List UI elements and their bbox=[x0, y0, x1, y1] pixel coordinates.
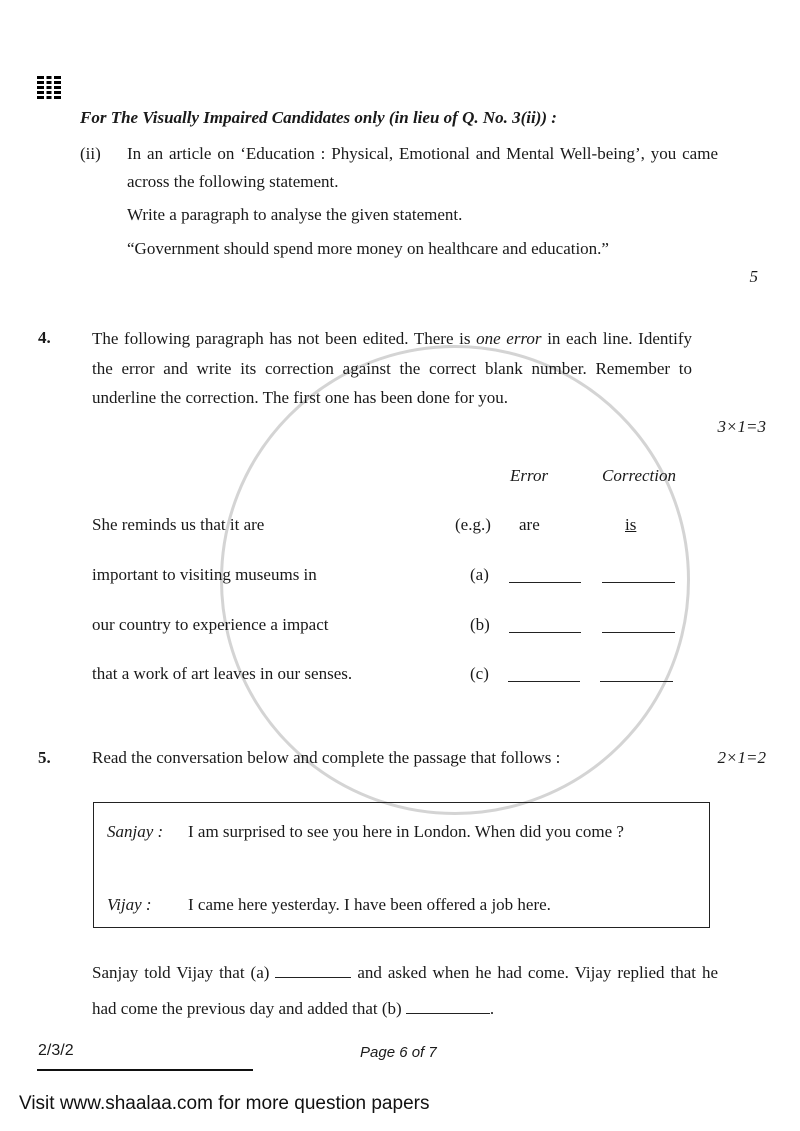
row-sentence: our country to experience a impact bbox=[92, 615, 329, 634]
q3ii-number: (ii) bbox=[80, 144, 101, 163]
col-correction: Correction bbox=[602, 466, 676, 485]
correction-blank-c[interactable] bbox=[600, 667, 673, 682]
passage-part: Sanjay told Vijay that (a) bbox=[92, 963, 276, 982]
error-blank-c[interactable] bbox=[508, 667, 580, 682]
q4-text-b: in each line. Identify the error and write its correction against the correct blank number. Remember to underline the correction. The first one has been done for you. bbox=[92, 329, 692, 408]
col-error: Error bbox=[510, 466, 549, 485]
row-error: are bbox=[519, 515, 540, 534]
line-vijay: I came here yesterday. I have been offered a job here. bbox=[188, 895, 551, 914]
correction-blank-b[interactable] bbox=[602, 618, 675, 633]
passage-blank-a[interactable] bbox=[275, 963, 351, 978]
passage-part: and asked when he had come. Vijay replied that he had come the previous day and added that (b) bbox=[92, 963, 718, 1018]
row-label: (e.g.) bbox=[455, 515, 491, 534]
row-sentence: important to visiting museums in bbox=[92, 565, 317, 584]
q3ii-instruction: Write a paragraph to analyse the given statement. bbox=[127, 205, 463, 224]
row-sentence: She reminds us that it are bbox=[92, 515, 265, 534]
footer-rule bbox=[37, 1069, 253, 1071]
visit-link[interactable]: Visit www.shaalaa.com for more question papers bbox=[19, 1093, 430, 1114]
qr-code-icon bbox=[37, 75, 61, 99]
q3ii-marks: 5 bbox=[749, 267, 758, 286]
error-blank-b[interactable] bbox=[509, 618, 581, 633]
passage-blank-b[interactable] bbox=[406, 999, 490, 1014]
speaker-vijay: Vijay : bbox=[107, 895, 152, 914]
speaker-sanjay: Sanjay : bbox=[107, 822, 164, 841]
correction-blank-a[interactable] bbox=[602, 568, 675, 583]
row-label: (b) bbox=[470, 615, 490, 634]
row-label: (a) bbox=[470, 565, 489, 584]
page-number: Page 6 of 7 bbox=[360, 1044, 437, 1061]
q5-number: 5. bbox=[38, 748, 51, 767]
q3ii-statement: “Government should spend more money on healthcare and education.” bbox=[127, 239, 609, 258]
line-sanjay: I am surprised to see you here in London. When did you come ? bbox=[188, 822, 624, 841]
q5-text: Read the conversation below and complete the passage that follows : bbox=[92, 748, 561, 767]
row-label: (c) bbox=[470, 664, 489, 683]
q5-passage bbox=[92, 955, 718, 1027]
q4-text-a: The following paragraph has not been edited. There is bbox=[92, 329, 477, 348]
q4-marks: 3×1=3 bbox=[717, 417, 766, 436]
error-blank-a[interactable] bbox=[509, 568, 581, 583]
paper-code: 2/3/2 bbox=[38, 1042, 74, 1059]
q5-marks: 2×1=2 bbox=[717, 748, 766, 767]
passage-part: . bbox=[489, 999, 495, 1018]
q3ii-prompt: In an article on ‘Education : Physical, Emotional and Mental Well-being’, you came across the following statement. bbox=[127, 144, 718, 191]
q4-text-emphasis: one error bbox=[476, 329, 542, 348]
q4-text bbox=[92, 324, 692, 413]
row-correction: is bbox=[625, 515, 637, 534]
section-heading: For The Visually Impaired Candidates only (in lieu of Q. No. 3(ii)) : bbox=[80, 108, 557, 127]
row-sentence: that a work of art leaves in our senses. bbox=[92, 664, 353, 683]
dialogue-box bbox=[93, 802, 710, 928]
q4-number: 4. bbox=[38, 328, 51, 347]
